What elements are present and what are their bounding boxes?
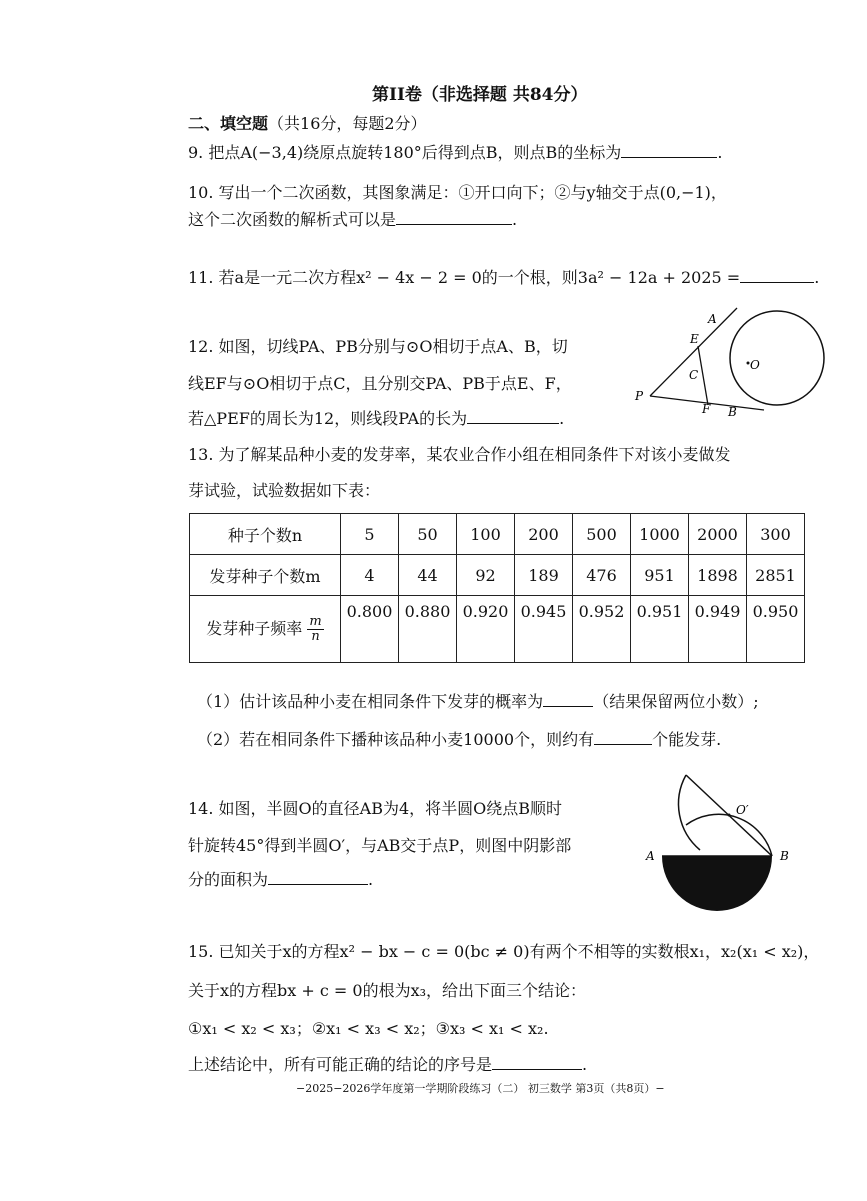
cell-m-6: 1898 <box>689 555 747 596</box>
part-heading-info: （共16分，每题2分） <box>268 114 427 133</box>
cell-freq-5: 0.951 <box>631 596 689 663</box>
question-12-end: . <box>559 409 565 428</box>
question-12-text: 若△PEF的周长为12，则线段PA的长为 <box>188 409 468 428</box>
answer-blank-12[interactable] <box>467 409 559 424</box>
question-15-line1: 15. 已知关于x的方程x² − bx − c = 0(bc ≠ 0)有两个不相等的实数根x₁，x₂(x₁ < x₂)， <box>188 942 820 961</box>
question-13-sub1-end: （结果保留两位小数）; <box>593 692 759 711</box>
row-header-n: 种子个数n <box>190 514 341 555</box>
question-13-sub2-end: 个能发芽. <box>652 730 722 749</box>
cell-n-5: 1000 <box>631 514 689 555</box>
part-heading-label: 二、填空题 <box>188 114 269 133</box>
question-13-sub2 <box>197 730 721 750</box>
label-f: F <box>702 402 711 416</box>
cell-n-1: 50 <box>399 514 457 555</box>
label-b: B <box>780 849 789 863</box>
figure-14-semicircle-diagram <box>640 770 810 930</box>
question-14-line2: 针旋转45°得到半圆O′，与AB交于点P，则图中阴影部 <box>188 836 572 855</box>
section-title: 第II卷（非选择题 共84分） <box>372 85 588 105</box>
cell-m-1: 44 <box>399 555 457 596</box>
answer-blank-10[interactable] <box>396 210 512 225</box>
question-11 <box>188 268 819 288</box>
label-c: C <box>689 368 699 382</box>
fraction-denominator: n <box>311 628 320 644</box>
answer-blank-14[interactable] <box>268 870 368 885</box>
cell-freq-7: 0.950 <box>747 596 805 663</box>
question-14-line3 <box>188 870 373 890</box>
cell-n-6: 2000 <box>689 514 747 555</box>
question-11-text: 11. 若a是一元二次方程x² − 4x − 2 = 0的一个根，则3a² − 12a + 2025 = <box>188 268 741 287</box>
cell-freq-0: 0.800 <box>341 596 399 663</box>
question-13-sub1 <box>197 692 759 712</box>
answer-blank-9[interactable] <box>621 143 717 158</box>
question-10-line1: 10. 写出一个二次函数，其图象满足：①开口向下；②与y轴交于点(0,−1)， <box>188 183 727 202</box>
part-heading <box>188 111 427 134</box>
question-12-line3 <box>188 409 564 429</box>
cell-m-2: 92 <box>457 555 515 596</box>
label-p: P <box>635 389 644 403</box>
question-12-line2: 线EF与⊙O相切于点C，且分别交PA、PB于点E、F， <box>188 374 572 393</box>
answer-blank-13-1[interactable] <box>543 692 593 707</box>
question-15-line4 <box>188 1055 587 1075</box>
question-15-text: 上述结论中，所有可能正确的结论的序号是 <box>188 1055 493 1074</box>
cell-freq-6: 0.949 <box>689 596 747 663</box>
tangent-pa <box>650 308 737 396</box>
label-a: A <box>708 312 717 326</box>
question-13-line1: 13. 为了解某品种小麦的发芽率，某农业合作小组在相同条件下对该小麦做发 <box>188 445 731 464</box>
germination-table <box>189 513 805 663</box>
label-o: O <box>750 358 760 372</box>
cell-n-7: 300 <box>747 514 805 555</box>
question-12-line1: 12. 如图，切线PA、PB分别与⊙O相切于点A、B，切 <box>188 337 568 356</box>
answer-blank-13-2[interactable] <box>594 730 652 745</box>
cell-n-2: 100 <box>457 514 515 555</box>
fraction-numerator: m <box>309 613 322 629</box>
question-13-line2: 芽试验，试验数据如下表： <box>188 481 381 500</box>
answer-blank-15[interactable] <box>492 1055 582 1070</box>
cell-freq-4: 0.952 <box>573 596 631 663</box>
cell-m-3: 189 <box>515 555 573 596</box>
label-e: E <box>690 332 699 346</box>
question-11-end: . <box>814 268 820 287</box>
label-b: B <box>728 405 737 416</box>
question-9-text: 9. 把点A(−3,4)绕原点旋转180°后得到点B，则点B的坐标为 <box>188 143 622 162</box>
cell-m-5: 951 <box>631 555 689 596</box>
question-14-line1: 14. 如图，半圆O的直径AB为4，将半圆O绕点B顺时 <box>188 799 563 818</box>
fraction-m-over-n <box>307 615 323 644</box>
cell-n-0: 5 <box>341 514 399 555</box>
question-14-text: 分的面积为 <box>188 870 269 889</box>
cell-m-7: 2851 <box>747 555 805 596</box>
tangent-ef <box>698 346 708 405</box>
cell-m-0: 4 <box>341 555 399 596</box>
cell-n-3: 200 <box>515 514 573 555</box>
question-10-line2 <box>188 210 517 230</box>
row-header-freq-label: 发芽种子频率 <box>206 618 303 638</box>
cell-freq-1: 0.880 <box>399 596 457 663</box>
label-a: A <box>646 849 655 863</box>
answer-blank-11[interactable] <box>740 268 814 283</box>
question-15-line3: ①x₁ < x₂ < x₃；②x₁ < x₃ < x₂；③x₃ < x₁ < x₂. <box>188 1019 549 1038</box>
question-15-line2: 关于x的方程bx + c = 0的根为x₃，给出下面三个结论： <box>188 981 587 1000</box>
question-15-end: . <box>582 1055 588 1074</box>
figure-12-tangent-diagram <box>632 306 832 416</box>
table-row-m <box>190 555 805 596</box>
question-10-text: 这个二次函数的解析式可以是 <box>188 210 397 229</box>
question-10-end: . <box>512 210 518 229</box>
row-header-m: 发芽种子个数m <box>190 555 341 596</box>
center-o-prime-dot <box>728 814 731 817</box>
question-14-end: . <box>368 870 374 889</box>
shaded-region <box>662 856 772 911</box>
question-13-sub2-text: （2）若在相同条件下播种该品种小麦10000个，则约有 <box>197 730 595 749</box>
question-9-end: . <box>717 143 723 162</box>
question-9 <box>188 143 722 163</box>
table-row-freq <box>190 596 805 663</box>
rotated-arc-upper <box>679 775 700 850</box>
cell-m-4: 476 <box>573 555 631 596</box>
table-row-n <box>190 514 805 555</box>
page-footer: −2025−2026学年度第一学期阶段练习（二） 初三数学 第3页（共8页）− <box>296 1082 665 1095</box>
cell-n-4: 500 <box>573 514 631 555</box>
question-13-sub1-text: （1）估计该品种小麦在相同条件下发芽的概率为 <box>197 692 544 711</box>
row-header-freq <box>190 596 341 663</box>
circle-o <box>730 311 824 405</box>
label-o-prime: O′ <box>736 803 749 817</box>
cell-freq-3: 0.945 <box>515 596 573 663</box>
cell-freq-2: 0.920 <box>457 596 515 663</box>
